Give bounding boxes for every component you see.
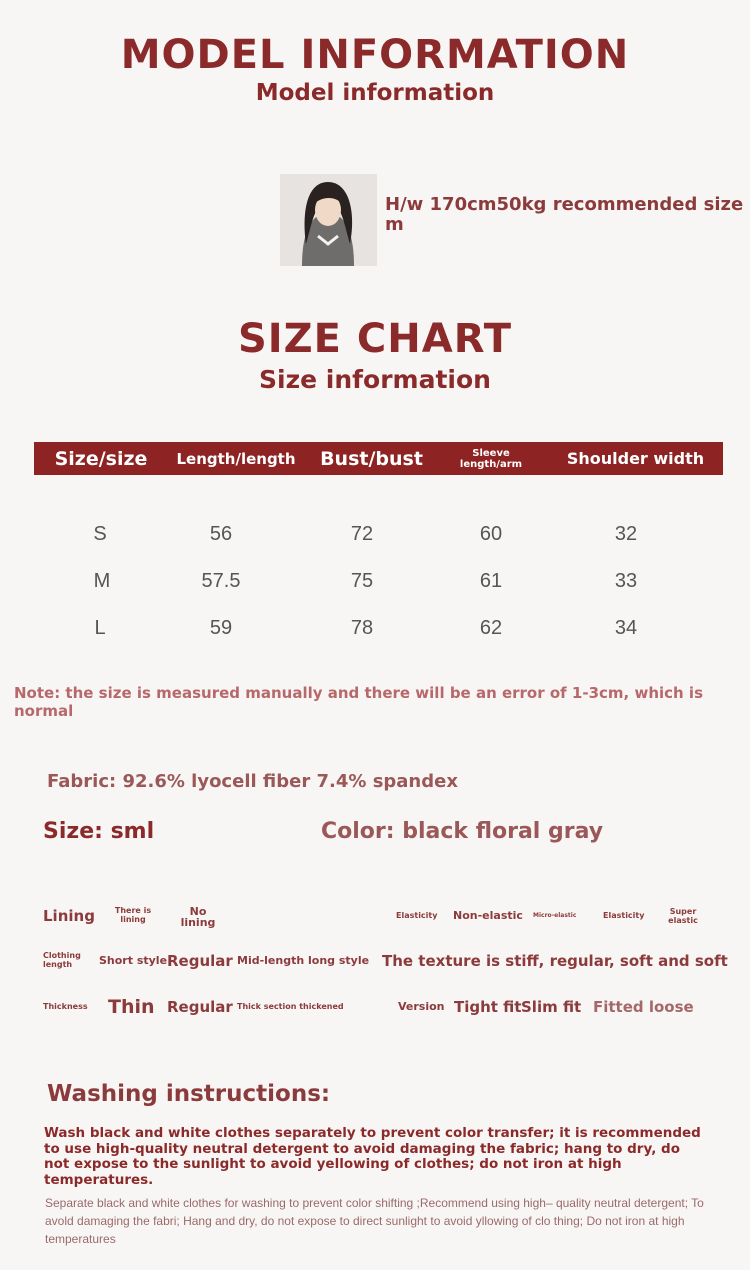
- cell-sleeve: 62: [479, 616, 503, 639]
- cell-length: 59: [209, 616, 233, 639]
- table-row: [34, 519, 723, 549]
- cell-length: 57.5: [201, 569, 241, 592]
- header-shoulder: Shoulder width: [566, 449, 705, 468]
- version-option-tight: Tight fit: [454, 998, 522, 1016]
- elasticity-option-none: Non-elastic: [453, 909, 523, 922]
- elasticity-option-normal: Elasticity: [603, 911, 645, 920]
- length-option-long: Mid-length long style: [237, 954, 370, 967]
- available-colors: Color: black floral gray: [321, 819, 604, 844]
- cell-shoulder: 34: [614, 616, 638, 639]
- header-size: Size/size: [54, 447, 148, 470]
- cell-bust: 78: [350, 616, 374, 639]
- lining-option-no: No lining: [180, 905, 216, 929]
- model-measurements: H/w 170cm50kg recommended size m: [385, 194, 744, 235]
- cell-size: S: [93, 522, 107, 545]
- header-length: Length/length: [176, 449, 296, 468]
- texture-description: The texture is stiff, regular, soft and soft: [382, 952, 728, 970]
- cell-shoulder: 32: [614, 522, 638, 545]
- elasticity-option-super: Super elastic: [668, 907, 698, 925]
- elasticity-option-micro: Micro-elastic: [533, 912, 577, 919]
- thickness-label: Thickness: [43, 1002, 88, 1011]
- thickness-option-thin: Thin: [108, 996, 155, 1018]
- length-option-regular: Regular: [167, 952, 233, 970]
- cell-size: L: [94, 616, 106, 639]
- version-label: Version: [398, 1000, 445, 1013]
- lining-label: Lining: [43, 907, 95, 925]
- length-option-short: Short style: [99, 954, 168, 967]
- cell-bust: 75: [350, 569, 374, 592]
- thickness-option-regular: Regular: [167, 998, 233, 1016]
- available-sizes: Size: sml: [43, 819, 155, 844]
- size-chart-title: SIZE CHART: [237, 316, 513, 362]
- washing-instructions-secondary: Separate black and white clothes for washing to prevent color shifting ;Recommend using high– quality neutral detergent; To avold damaging the fabri; Hang and dry, do not expose to direct sunlight to avoid yllowing of clo thing; Do not iron at high temperatures: [45, 1196, 704, 1246]
- cell-shoulder: 33: [614, 569, 638, 592]
- table-row: [34, 613, 723, 643]
- lining-option-yes: There is lining: [114, 906, 152, 924]
- model-photo: [280, 174, 377, 266]
- clothing-length-label: Clothing length: [43, 951, 81, 969]
- elasticity-label: Elasticity: [396, 911, 438, 920]
- version-option-loose: Fitted loose: [593, 998, 694, 1016]
- header-bust: Bust/bust: [320, 447, 423, 470]
- washing-title: Washing instructions:: [47, 1081, 331, 1107]
- page-subtitle: Model information: [255, 80, 495, 106]
- cell-bust: 72: [350, 522, 374, 545]
- header-sleeve: Sleeve length/arm: [459, 447, 523, 470]
- cell-sleeve: 60: [479, 522, 503, 545]
- fabric-info: Fabric: 92.6% lyocell fiber 7.4% spandex: [47, 771, 458, 792]
- size-table-header: [34, 442, 723, 475]
- cell-sleeve: 61: [479, 569, 503, 592]
- size-chart-subtitle: Size information: [259, 365, 491, 394]
- page-title: MODEL INFORMATION: [120, 32, 630, 78]
- cell-length: 56: [209, 522, 233, 545]
- version-option-slim: Slim fit: [521, 998, 582, 1016]
- washing-instructions-primary: Wash black and white clothes separately to prevent color transfer; it is recommended to use high-quality neutral detergent to avoid damaging the fabric; hang to dry, do not expose to the sunlight to avoid yellowing of clothes; do not iron at high temperatures.: [44, 1125, 701, 1188]
- thickness-option-thick: Thick section thickened: [237, 1002, 344, 1011]
- table-row: [34, 566, 723, 596]
- size-note: Note: the size is measured manually and there will be an error of 1-3cm, which is normal: [14, 684, 703, 720]
- cell-size: M: [93, 569, 111, 592]
